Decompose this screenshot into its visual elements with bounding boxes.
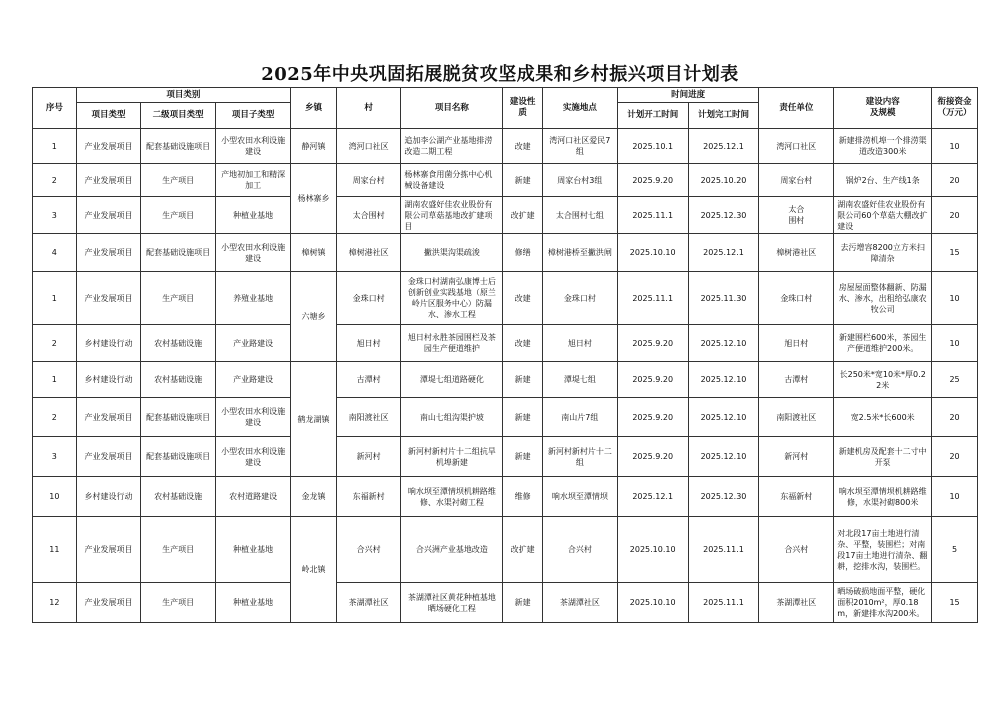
cell-end: 2025.12.10 [688,362,759,398]
cell-location: 响水坝至潭情坝 [542,477,617,517]
header-sub-type: 项目子类型 [216,103,291,129]
cell-level2-type: 生产项目 [141,517,216,583]
cell-end: 2025.12.1 [688,129,759,164]
cell-sub-type: 小型农田水利设施建设 [216,234,291,272]
cell-location: 周家台村3组 [542,164,617,197]
cell-content: 响水坝至潭情坝机耕路维修，水渠衬砌800米 [834,477,932,517]
header-time-group: 时间进度 [617,88,759,103]
cell-level2-type: 配套基础设施项目 [141,234,216,272]
cell-sub-type: 小型农田水利设施建设 [216,129,291,164]
cell-end: 2025.10.20 [688,164,759,197]
cell-level2-type: 农村基础设施 [141,362,216,398]
cell-seq: 11 [33,517,77,583]
cell-funds: 15 [932,234,978,272]
cell-level2-type: 配套基础设施项目 [141,437,216,477]
cell-project-type: 产业发展项目 [76,398,141,437]
cell-location: 湾河口社区爱民7组 [542,129,617,164]
cell-funds: 10 [932,272,978,325]
cell-seq: 2 [33,325,77,362]
cell-project-type: 产业发展项目 [76,197,141,234]
cell-township: 樟树镇 [291,234,337,272]
cell-village: 金珠口村 [336,272,401,325]
cell-end: 2025.11.1 [688,583,759,623]
header-project-name: 项目名称 [401,88,503,129]
header-project-type: 项目类型 [76,103,141,129]
cell-end: 2025.12.30 [688,197,759,234]
header-seq: 序号 [33,88,77,129]
cell-project-name: 撇洪渠沟渠疏浚 [401,234,503,272]
header-category-group: 项目类别 [76,88,290,103]
cell-sub-type: 小型农田水利设施建设 [216,398,291,437]
cell-start: 2025.10.10 [617,234,688,272]
cell-level2-type: 生产项目 [141,272,216,325]
table-row [33,477,978,517]
cell-funds: 25 [932,362,978,398]
cell-sub-type: 小型农田水利设施建设 [216,437,291,477]
header-start: 计划开工时间 [617,103,688,129]
header-content: 建设内容 及规模 [834,88,932,129]
cell-village: 太合围村 [336,197,401,234]
cell-sub-type: 种植业基地 [216,517,291,583]
cell-project-name: 湖南农盛好佳农业股份有限公司草菇基地改扩建项目 [401,197,503,234]
cell-seq: 3 [33,437,77,477]
cell-start: 2025.10.1 [617,129,688,164]
cell-level2-type: 生产项目 [141,583,216,623]
header-nature: 建设性质 [503,88,543,129]
header-level2-type: 二级项目类型 [141,103,216,129]
cell-unit: 合兴村 [759,517,834,583]
cell-nature: 新建 [503,583,543,623]
table-row [33,197,978,234]
cell-village: 南阳渡社区 [336,398,401,437]
cell-seq: 1 [33,272,77,325]
header-end: 计划完工时间 [688,103,759,129]
cell-project-name: 金珠口村湖南弘康博士后创新创业实践基地（原兰岭片区服务中心）防漏水、渗水工程 [401,272,503,325]
cell-project-name: 合兴洲产业基地改造 [401,517,503,583]
cell-location: 金珠口村 [542,272,617,325]
cell-village: 新河村 [336,437,401,477]
cell-funds: 15 [932,583,978,623]
header-unit: 责任单位 [759,88,834,129]
cell-end: 2025.12.1 [688,234,759,272]
table-row [33,517,978,583]
cell-content: 新建排涝机埠一个排涝渠道改造300米 [834,129,932,164]
cell-nature: 改建 [503,325,543,362]
cell-level2-type: 农村基础设施 [141,325,216,362]
cell-start: 2025.9.20 [617,398,688,437]
cell-unit: 旭日村 [759,325,834,362]
cell-location: 樟树港桥至撇洪闸 [542,234,617,272]
header-funds: 衔接资金 （万元） [932,88,978,129]
cell-nature: 改扩建 [503,197,543,234]
cell-start: 2025.9.20 [617,164,688,197]
cell-project-type: 乡村建设行动 [76,477,141,517]
cell-village: 古潭村 [336,362,401,398]
table-row [33,234,978,272]
cell-content: 宽2.5米*长600米 [834,398,932,437]
cell-content: 新建围栏600米，茶园生产便道维护200米。 [834,325,932,362]
table-row [33,583,978,623]
cell-sub-type: 养殖业基地 [216,272,291,325]
cell-township: 静河镇 [291,129,337,164]
cell-project-type: 产业发展项目 [76,437,141,477]
cell-unit: 新河村 [759,437,834,477]
cell-funds: 20 [932,437,978,477]
cell-end: 2025.12.10 [688,437,759,477]
cell-seq: 10 [33,477,77,517]
cell-project-name: 潭堤七组道路硬化 [401,362,503,398]
cell-nature: 修缮 [503,234,543,272]
cell-start: 2025.10.10 [617,517,688,583]
cell-nature: 新建 [503,437,543,477]
cell-seq: 1 [33,129,77,164]
cell-content: 晒场破损地面平整，硬化面积2010m²，厚0.18m，新建排水沟200米。 [834,583,932,623]
cell-sub-type: 产业路建设 [216,325,291,362]
cell-start: 2025.10.10 [617,583,688,623]
cell-location: 茶湖潭社区 [542,583,617,623]
cell-nature: 新建 [503,164,543,197]
project-plan-table [32,87,978,623]
cell-unit: 古潭村 [759,362,834,398]
cell-start: 2025.9.20 [617,362,688,398]
cell-content: 新建机房及配套十二寸中开泵 [834,437,932,477]
cell-village: 周家台村 [336,164,401,197]
cell-township: 鹤龙湖镇 [291,362,337,477]
cell-nature: 改扩建 [503,517,543,583]
cell-start: 2025.9.20 [617,325,688,362]
cell-location: 潭堤七组 [542,362,617,398]
cell-unit: 樟树港社区 [759,234,834,272]
cell-funds: 20 [932,398,978,437]
header-village: 村 [336,88,401,129]
cell-funds: 5 [932,517,978,583]
cell-end: 2025.12.30 [688,477,759,517]
cell-project-name: 南山七组沟渠护坡 [401,398,503,437]
header-location: 实施地点 [542,88,617,129]
cell-content: 长250米*宽10米*厚0.22米 [834,362,932,398]
cell-village: 旭日村 [336,325,401,362]
cell-seq: 4 [33,234,77,272]
cell-nature: 新建 [503,398,543,437]
cell-unit: 茶湖潭社区 [759,583,834,623]
table-row [33,129,978,164]
cell-township: 岭北镇 [291,517,337,623]
cell-project-type: 产业发展项目 [76,583,141,623]
cell-location: 太合围村七组 [542,197,617,234]
cell-unit: 东福新村 [759,477,834,517]
cell-unit: 太合 围村 [759,197,834,234]
cell-content: 房屋屋面整体翻新、防漏水、渗水，出租给弘康农牧公司 [834,272,932,325]
cell-township: 金龙镇 [291,477,337,517]
cell-content: 去污增容8200立方米扫障清杂 [834,234,932,272]
cell-project-name: 响水坝至潭情坝机耕路维修、水渠衬砌工程 [401,477,503,517]
cell-seq: 2 [33,164,77,197]
cell-level2-type: 配套基础设施项目 [141,398,216,437]
cell-sub-type: 产地初加工和精深加工 [216,164,291,197]
cell-location: 旭日村 [542,325,617,362]
cell-sub-type: 产业路建设 [216,362,291,398]
cell-start: 2025.11.1 [617,272,688,325]
cell-end: 2025.12.10 [688,398,759,437]
cell-nature: 新建 [503,362,543,398]
cell-project-type: 乡村建设行动 [76,325,141,362]
cell-funds: 10 [932,129,978,164]
cell-funds: 10 [932,325,978,362]
cell-unit: 南阳渡社区 [759,398,834,437]
cell-project-type: 产业发展项目 [76,164,141,197]
cell-end: 2025.12.10 [688,325,759,362]
cell-project-type: 产业发展项目 [76,272,141,325]
cell-project-name: 追加李公湖产业基地排涝改造二期工程 [401,129,503,164]
cell-start: 2025.9.20 [617,437,688,477]
cell-location: 南山片7组 [542,398,617,437]
cell-level2-type: 生产项目 [141,197,216,234]
cell-unit: 金珠口村 [759,272,834,325]
cell-project-type: 产业发展项目 [76,517,141,583]
cell-village: 东福新村 [336,477,401,517]
cell-seq: 2 [33,398,77,437]
page-title: 2025年中央巩固拓展脱贫攻坚成果和乡村振兴项目计划表 [261,64,739,85]
cell-sub-type: 农村道路建设 [216,477,291,517]
table-row [33,437,978,477]
cell-unit: 湾河口社区 [759,129,834,164]
cell-project-name: 杨林寨食用菌分拣中心机械设备建设 [401,164,503,197]
cell-project-name: 旭日村永胜茶园围栏及茶园生产便道维护 [401,325,503,362]
cell-township: 杨林寨乡 [291,164,337,234]
table-row [33,398,978,437]
cell-unit: 周家台村 [759,164,834,197]
cell-village: 合兴村 [336,517,401,583]
cell-level2-type: 生产项目 [141,164,216,197]
cell-funds: 20 [932,164,978,197]
cell-end: 2025.11.1 [688,517,759,583]
cell-project-name: 茶湖潭社区黄花种植基地晒场硬化工程 [401,583,503,623]
cell-location: 新河村新村片十二组 [542,437,617,477]
cell-nature: 改建 [503,129,543,164]
cell-village: 茶湖潭社区 [336,583,401,623]
cell-sub-type: 种植业基地 [216,583,291,623]
cell-location: 合兴村 [542,517,617,583]
table-row [33,325,978,362]
cell-funds: 20 [932,197,978,234]
cell-village: 樟树港社区 [336,234,401,272]
cell-sub-type: 种植业基地 [216,197,291,234]
cell-level2-type: 农村基础设施 [141,477,216,517]
cell-seq: 12 [33,583,77,623]
cell-nature: 维修 [503,477,543,517]
table-row [33,164,978,197]
cell-seq: 1 [33,362,77,398]
cell-content: 对北段17亩土地进行清杂、平整，装围栏；对南段17亩土地进行清杂、翻耕，挖排水沟，装围栏。 [834,517,932,583]
cell-village: 湾河口社区 [336,129,401,164]
cell-project-type: 乡村建设行动 [76,362,141,398]
cell-start: 2025.11.1 [617,197,688,234]
table-row [33,362,978,398]
cell-project-name: 新河村新村片十二组抗旱机埠新建 [401,437,503,477]
cell-township: 六塘乡 [291,272,337,362]
header-township: 乡镇 [291,88,337,129]
cell-end: 2025.11.30 [688,272,759,325]
cell-project-type: 产业发展项目 [76,129,141,164]
table-row [33,272,978,325]
cell-funds: 10 [932,477,978,517]
cell-level2-type: 配套基础设施项目 [141,129,216,164]
cell-start: 2025.12.1 [617,477,688,517]
cell-seq: 3 [33,197,77,234]
cell-project-type: 产业发展项目 [76,234,141,272]
cell-nature: 改建 [503,272,543,325]
cell-content: 锅炉2台、生产线1条 [834,164,932,197]
cell-content: 湖南农盛好佳农业股份有限公司60个草菇大棚改扩建设 [834,197,932,234]
